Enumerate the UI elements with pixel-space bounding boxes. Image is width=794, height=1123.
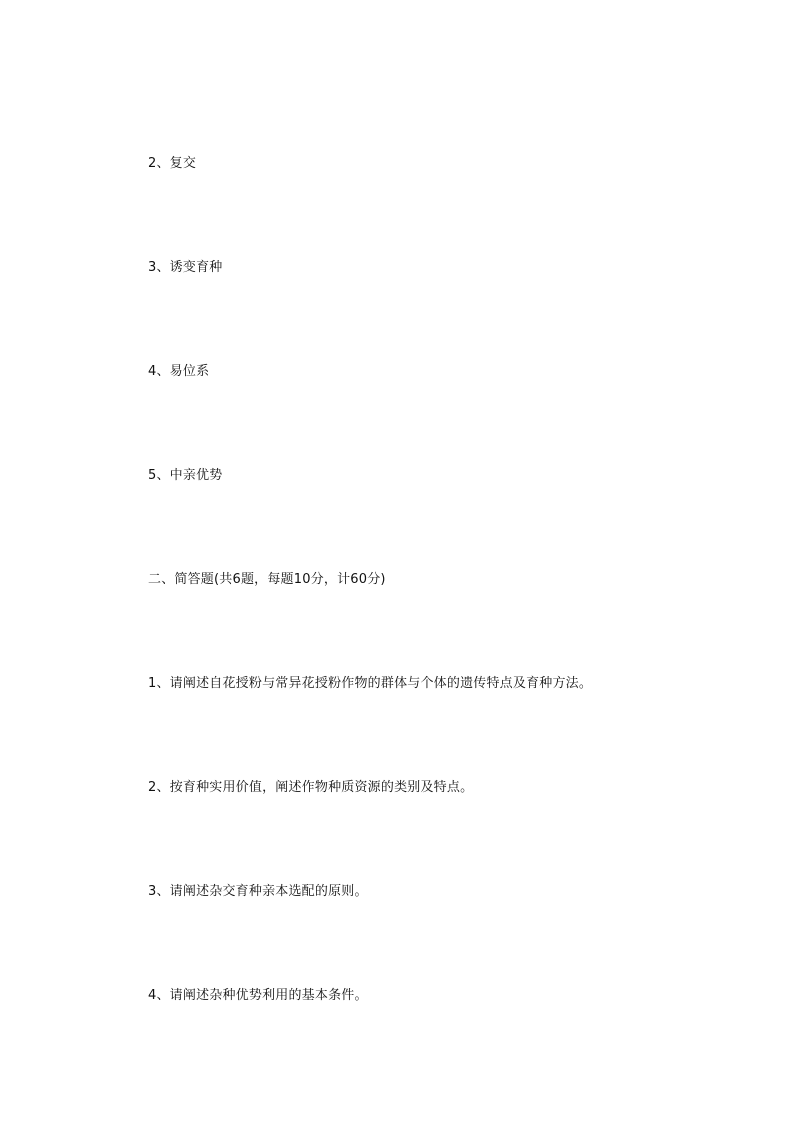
- term-item: 5、中亲优势: [148, 468, 223, 483]
- term-item: 2、复交: [148, 156, 197, 171]
- question-item: 4、请阐述杂种优势利用的基本条件。: [148, 988, 368, 1003]
- question-item: 2、按育种实用价值，阐述作物种质资源的类别及特点。: [148, 780, 474, 795]
- question-item: 1、请阐述自花授粉与常异花授粉作物的群体与个体的遗传特点及育种方法。: [148, 676, 593, 691]
- section-heading: 二、简答题(共6题，每题10分，计60分): [148, 572, 386, 587]
- term-item: 4、易位系: [148, 364, 210, 379]
- term-item: 3、诱变育种: [148, 260, 223, 275]
- question-item: 3、请阐述杂交育种亲本选配的原则。: [148, 884, 368, 899]
